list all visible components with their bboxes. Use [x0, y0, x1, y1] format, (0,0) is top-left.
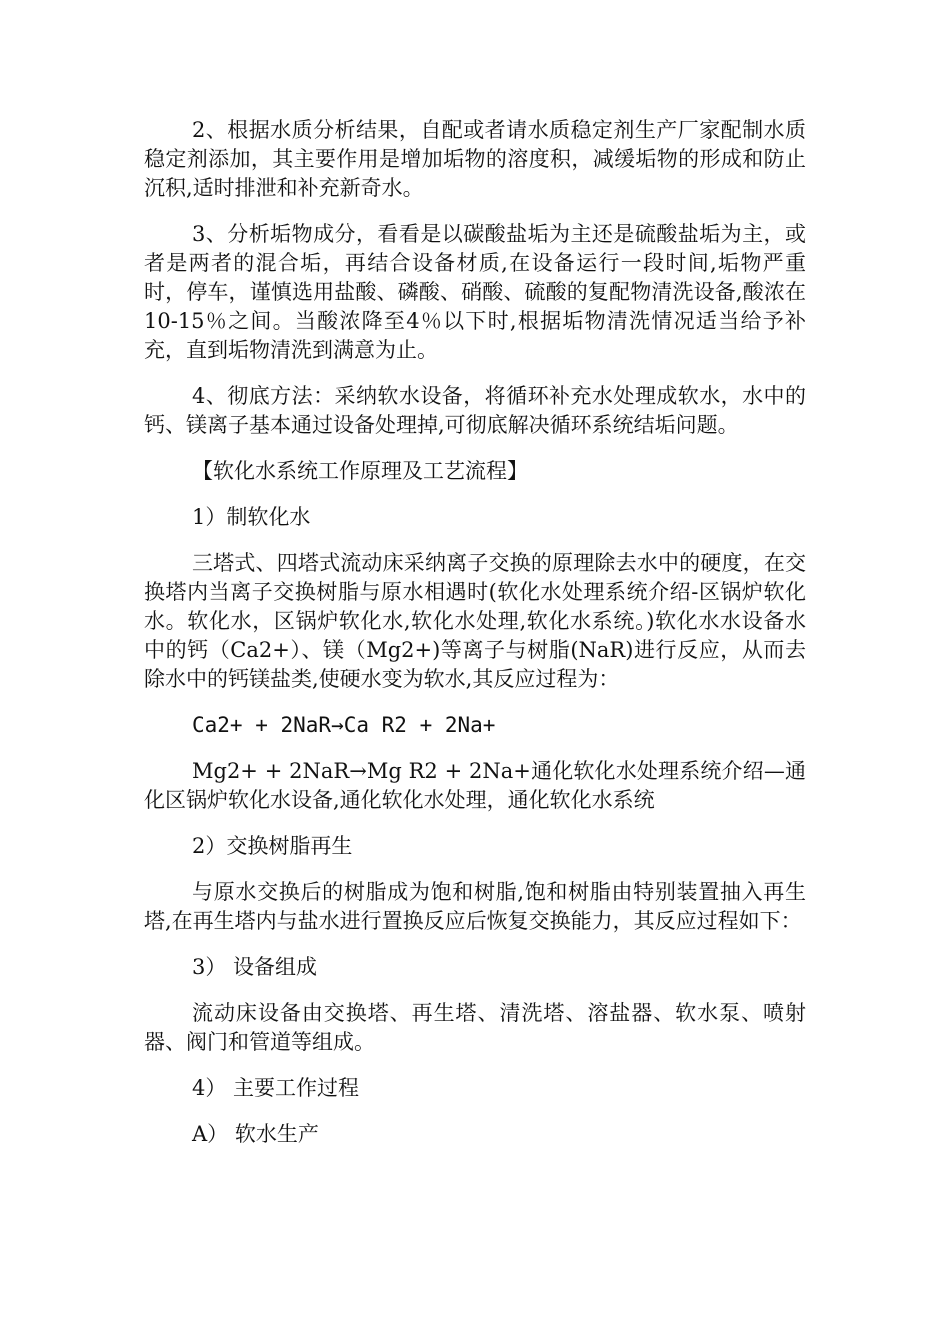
reaction-equation-calcium: Ca2+ + 2NaR→Ca R2 + 2Na+	[192, 713, 496, 737]
subheading-resin-regeneration: 2）交换树脂再生	[192, 834, 353, 858]
paragraph-ion-exchange: 三塔式、四塔式流动床采纳离子交换的原理除去水中的硬度，在交换塔内当离子交换树脂与原水相遇时(软化水处理系统介绍-区锅炉软化水。软化水，区锅炉软化水,软化水处理,软化水系统。)软化水水设备水中的钙（Ca2+）、镁（Mg2+)等离子与树脂(NaR)进行反应，从而去除水中的钙镁盐类,使硬水变为软水,其反应过程为：	[144, 551, 806, 691]
paragraph-equipment-list: 流动床设备由交换塔、再生塔、清洗塔、溶盐器、软水泵、喷射器、阀门和管道等组成。	[144, 1001, 806, 1054]
subheading-equipment-composition: 3） 设备组成	[192, 955, 318, 979]
reaction-equation-magnesium: Mg2+ + 2NaR→Mg R2 + 2Na+通化软化水处理系统介绍—通化区锅炉软化水设备,通化软化水处理，通化软化水系统	[144, 759, 806, 812]
subheading-soft-water-production: A） 软水生产	[192, 1122, 319, 1146]
paragraph-thorough-method: 4、彻底方法：采纳软水设备，将循环补充水处理成软水，水中的钙、镁离子基本通过设备处理掉,可彻底解决循环系统结垢问题。	[144, 384, 806, 437]
paragraph-scale-analysis: 3、分析垢物成分，看看是以碳酸盐垢为主还是硫酸盐垢为主，或者是两者的混合垢，再结合设备材质,在设备运行一段时间,垢物严重时，停车，谨慎选用盐酸、磷酸、硝酸、硫酸的复配物清洗设备,酸浓在10-15％之间。当酸浓降至4％以下时,根据垢物清洗情况适当给予补充，直到垢物清洗到满意为止。	[144, 222, 806, 362]
paragraph-scale-inhibitor: 2、根据水质分析结果，自配或者请水质稳定剂生产厂家配制水质稳定剂添加，其主要作用是增加垢物的溶度积，减缓垢物的形成和防止沉积,适时排泄和补充新奇水。	[144, 118, 806, 200]
paragraph-regeneration: 与原水交换后的树脂成为饱和树脂,饱和树脂由特别装置抽入再生塔,在再生塔内与盐水进行置换反应后恢复交换能力，其反应过程如下：	[144, 880, 806, 933]
document-body	[144, 116, 806, 1166]
subheading-make-soft-water: 1）制软化水	[192, 505, 311, 529]
subheading-main-process: 4） 主要工作过程	[192, 1076, 360, 1100]
section-heading-softening-principle: 【软化水系统工作原理及工艺流程】	[192, 459, 528, 483]
